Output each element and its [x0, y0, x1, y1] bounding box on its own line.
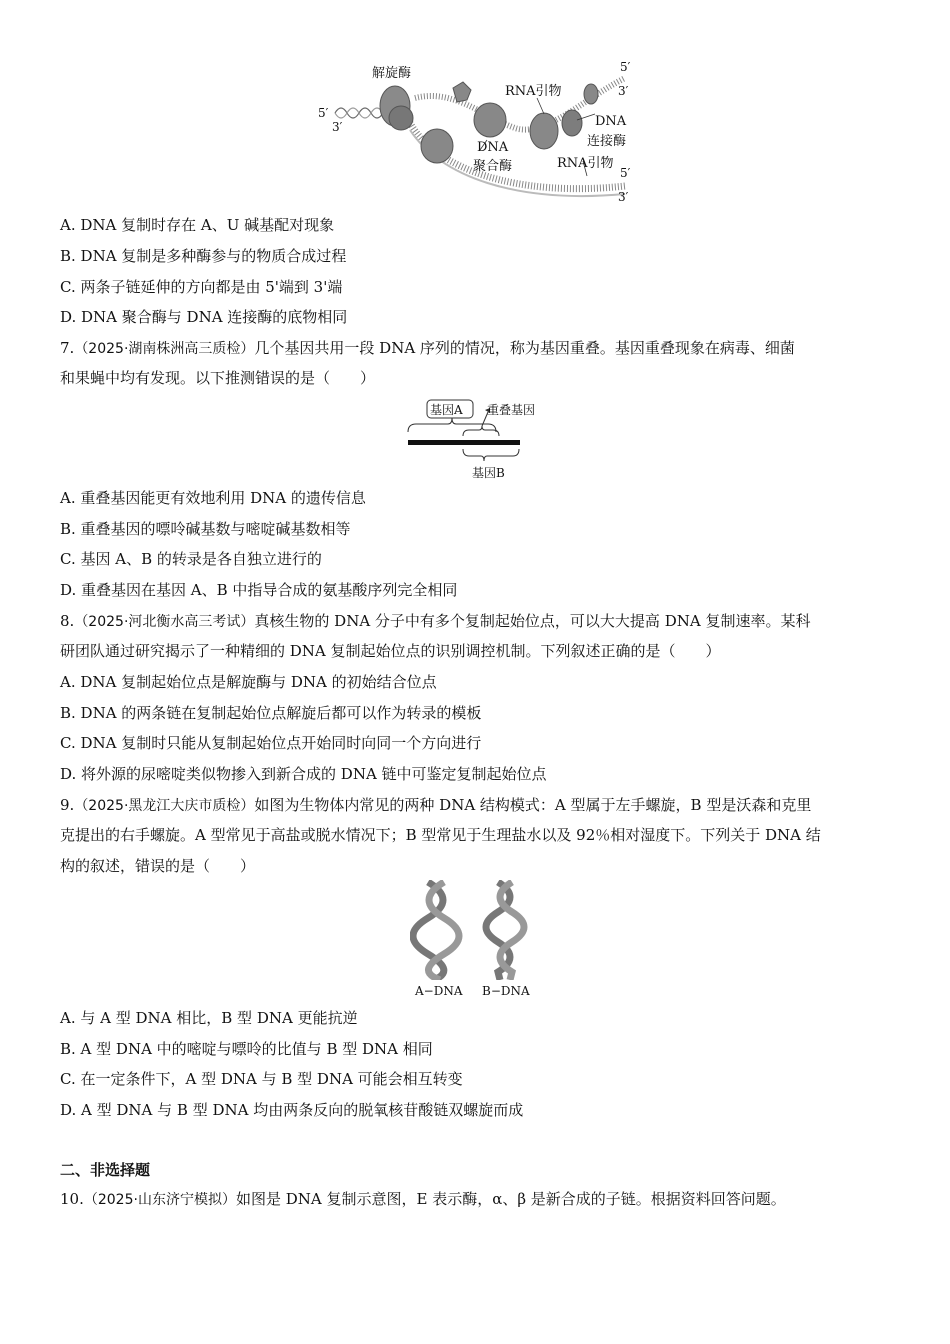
dna-ligase-shape — [562, 110, 582, 136]
dna-polymerase-lagging — [530, 113, 558, 149]
dna-polymerase-top — [474, 103, 506, 137]
q9-option-c: C. 在一定条件下，A 型 DNA 与 B 型 DNA 可能会相互转变 — [60, 1070, 463, 1088]
q8-option-b: B. DNA 的两条链在复制起始位点解旋后都可以作为转录的模板 — [60, 704, 482, 722]
q7-option-c: C. 基因 A、B 的转录是各自独立进行的 — [60, 550, 322, 568]
q8-option-c: C. DNA 复制时只能从复制起始位点开始同时向同一个方向进行 — [60, 734, 482, 752]
q8-stem-text: 真核生物的 DNA 分子中有多个复制起始位点，可以大大提高 DNA 复制速率。某科 — [254, 612, 811, 630]
q9-stem-line1 — [60, 795, 811, 816]
label-3prime-right-bottom: 3′ — [618, 190, 629, 204]
replication-fork-figure — [315, 58, 645, 208]
label-3prime-right-top: 3′ — [618, 84, 629, 98]
label-helicase: 解旋酶 — [372, 66, 412, 81]
overlap-brace — [463, 426, 499, 436]
primase-shape — [584, 84, 598, 104]
q10-stem-text: 如图是 DNA 复制示意图，E 表示酶，α、β 是新合成的子链。根据资料回答问题。 — [235, 1190, 786, 1208]
label-b-dna: B−DNA — [482, 984, 530, 998]
dna-forms-svg — [410, 880, 540, 980]
q7-number: 7. — [60, 339, 75, 357]
q9-stem-text: 如图为生物体内常见的两种 DNA 结构模式：A 型属于左手螺旋，B 型是沃森和克里 — [254, 796, 812, 814]
dna-forms-figure — [410, 880, 540, 1002]
q7-option-b: B. 重叠基因的嘌呤碱基数与嘧啶碱基数相等 — [60, 520, 351, 538]
q8-stem-line2: 研团队通过研究揭示了一种精细的 DNA 复制起始位点的识别调控机制。下列叙述正确的是（ ） — [60, 642, 721, 660]
q7-option-a: A. 重叠基因能更有效地利用 DNA 的遗传信息 — [60, 489, 366, 507]
q7-stem-text: 几个基因共用一段 DNA 序列的情况，称为基因重叠。基因重叠现象在病毒、细菌 — [254, 339, 795, 357]
q10-source: （2025·山东济宁模拟） — [83, 1192, 236, 1208]
q9-option-d: D. A 型 DNA 与 B 型 DNA 均由两条反向的脱氧核苷酸链双螺旋而成 — [60, 1101, 524, 1119]
label-dna-polymerase-1: DNA — [477, 140, 509, 155]
pointer-rna-primer — [537, 98, 544, 114]
label-dna-ligase-2: 连接酶 — [587, 134, 627, 149]
label-dna-ligase-1: DNA — [595, 114, 627, 129]
single-strand-binding-protein — [453, 82, 471, 102]
q10-number: 10. — [60, 1190, 84, 1208]
label-rna-primer-bottom: RNA引物 — [557, 156, 614, 171]
q6-option-c: C. 两条子链延伸的方向都是由 5'端到 3'端 — [60, 278, 343, 296]
q9-stem-line2: 克提出的右手螺旋。A 型常见于高盐或脱水情况下；B 型常见于生理盐水以及 92％相对湿度下。下列关于 DNA 结 — [60, 826, 821, 844]
q9-stem-line3: 构的叙述，错误的是（ ） — [60, 857, 256, 875]
label-5prime-left: 5′ — [318, 106, 329, 120]
q8-source: （2025·河北衡水高三考试） — [74, 614, 255, 630]
helicase-shape-2 — [389, 106, 413, 130]
q6-option-d: D. DNA 聚合酶与 DNA 连接酶的底物相同 — [60, 308, 348, 326]
q8-option-d: D. 将外源的尿嘧啶类似物掺入到新合成的 DNA 链中可鉴定复制起始位点 — [60, 765, 547, 783]
label-a-dna: A−DNA — [415, 984, 463, 998]
q9-source: （2025·黑龙江大庆市质检） — [74, 798, 255, 814]
gene-b-brace — [463, 449, 519, 461]
q6-option-b: B. DNA 复制是多种酶参与的物质合成过程 — [60, 247, 347, 265]
q9-option-a: A. 与 A 型 DNA 相比，B 型 DNA 更能抗逆 — [60, 1009, 358, 1027]
parental-helix-strand-2 — [335, 108, 383, 118]
q8-number: 8. — [60, 612, 75, 630]
label-5prime-right-top: 5′ — [620, 60, 631, 74]
b-dna-helix — [486, 882, 524, 980]
q8-stem-line1 — [60, 611, 810, 632]
label-5prime-right-bottom: 5′ — [620, 166, 631, 180]
q9-option-b: B. A 型 DNA 中的嘧啶与嘌呤的比值与 B 型 DNA 相同 — [60, 1040, 433, 1058]
q6-option-a: A. DNA 复制时存在 A、U 碱基配对现象 — [60, 216, 335, 234]
dna-bar — [408, 440, 520, 445]
dna-polymerase-bottom — [421, 129, 453, 163]
label-gene-a: 基因A — [430, 403, 463, 417]
label-rna-primer-top: RNA引物 — [505, 84, 562, 99]
label-overlap-gene: 重叠基因 — [487, 403, 536, 417]
q10-stem — [60, 1189, 786, 1210]
label-gene-b: 基因B — [472, 466, 505, 480]
label-dna-polymerase-2: 聚合酶 — [473, 159, 513, 174]
q7-option-d: D. 重叠基因在基因 A、B 中指导合成的氨基酸序列完全相同 — [60, 581, 458, 599]
q7-source: （2025·湖南株洲高三质检） — [74, 341, 255, 357]
a-dna-helix — [413, 882, 459, 980]
q7-stem-line1 — [60, 338, 795, 359]
q7-stem-line2: 和果蝇中均有发现。以下推测错误的是（ ） — [60, 369, 376, 387]
section-title-non-choice: 二、非选择题 — [60, 1161, 151, 1179]
q8-option-a: A. DNA 复制起始位点是解旋酶与 DNA 的初始结合位点 — [60, 673, 437, 691]
q9-number: 9. — [60, 796, 75, 814]
label-3prime-left: 3′ — [332, 120, 343, 134]
overlap-gene-figure — [405, 396, 555, 482]
